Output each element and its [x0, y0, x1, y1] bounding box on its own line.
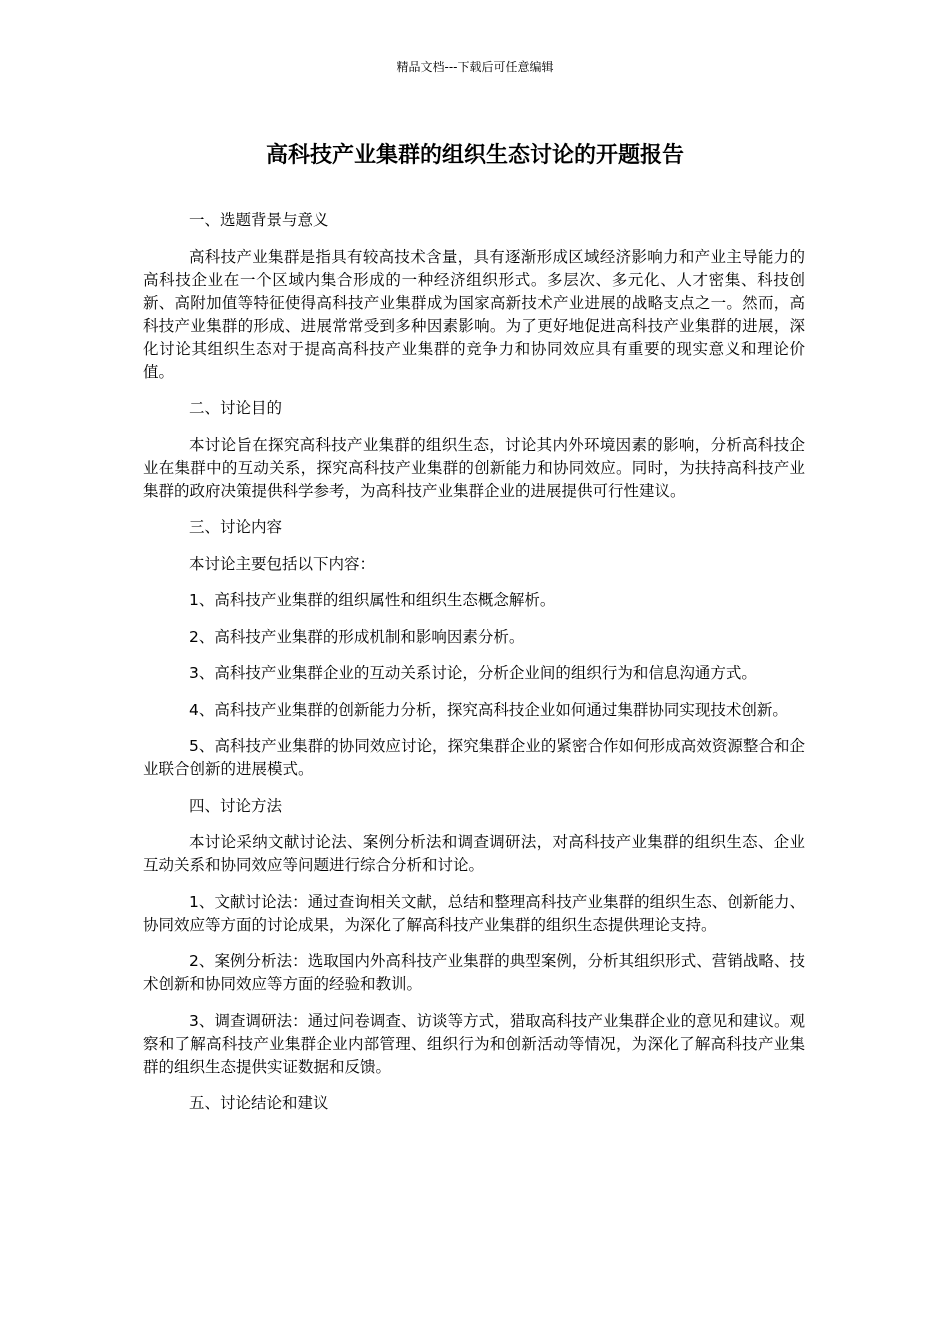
paragraph-purpose: 本讨论旨在探究高科技产业集群的组织生态，讨论其内外环境因素的影响，分析高科技企业在集群中的互动关系，探究高科技产业集群的创新能力和协同效应。同时，为扶持高科技产业集群的政府决策提供科学参考，为高科技产业集群企业的进展提供可行性建议。 [143, 435, 805, 500]
list-item-method-2: 2、案例分析法：选取国内外高科技产业集群的典型案例，分析其组织形式、营销战略、技术创新和协同效应等方面的经验和教训。 [143, 952, 805, 993]
section-heading-conclusion: 五、讨论结论和建议 [189, 1094, 329, 1112]
list-item-content-2: 2、高科技产业集群的形成机制和影响因素分析。 [189, 627, 525, 646]
paragraph-methods-intro: 本讨论采纳文献讨论法、案例分析法和调查调研法，对高科技产业集群的组织生态、企业互动关系和协同效应等问题进行综合分析和讨论。 [143, 833, 805, 874]
list-item-content-3: 3、高科技产业集群企业的互动关系讨论，分析企业间的组织行为和信息沟通方式。 [189, 664, 757, 682]
document-body [143, 209, 805, 1129]
paragraph-content-intro: 本讨论主要包括以下内容： [189, 554, 376, 573]
list-item-content-4: 4、高科技产业集群的创新能力分析，探究高科技企业如何通过集群协同实现技术创新。 [189, 700, 788, 719]
section-heading-content: 三、讨论内容 [189, 518, 283, 536]
paragraph-background: 高科技产业集群是指具有较高技术含量，具有逐渐形成区域经济影响力和产业主导能力的高科技企业在一个区域内集合形成的一种经济组织形式。多层次、多元化、人才密集、科技创新、高附加值等特征使得高科技产业集群成为国家高新技术产业进展的战略支点之一。然而，高科技产业集群的形成、进展常常受到多种因素影响。为了更好地促进高科技产业集群的进展，深化讨论其组织生态对于提高高科技产业集群的竞争力和协同效应具有重要的现实意义和理论价值。 [143, 247, 805, 381]
list-item-content-1: 1、高科技产业集群的组织属性和组织生态概念解析。 [189, 591, 556, 609]
list-item-method-1: 1、文献讨论法：通过查询相关文献，总结和整理高科技产业集群的组织生态、创新能力、协同效应等方面的讨论成果，为深化了解高科技产业集群的组织生态提供理论支持。 [143, 892, 805, 934]
page-header: 精品文档---下载后可任意编辑 [396, 60, 554, 74]
list-item-content-5: 5、高科技产业集群的协同效应讨论，探究集群企业的紧密合作如何形成高效资源整合和企业联合创新的进展模式。 [143, 737, 805, 778]
list-item-method-3: 3、调查调研法：通过问卷调查、访谈等方式，猎取高科技产业集群企业的意见和建议。观察和了解高科技产业集群企业内部管理、组织行为和创新活动等情况，为深化了解高科技产业集群的组织生态提供实证数据和反馈。 [143, 1011, 805, 1076]
section-heading-background: 一、选题背景与意义 [189, 211, 329, 229]
section-heading-methods: 四、讨论方法 [189, 796, 283, 815]
document-title: 高科技产业集群的组织生态讨论的开题报告 [265, 143, 684, 168]
section-heading-purpose: 二、讨论目的 [189, 399, 283, 417]
